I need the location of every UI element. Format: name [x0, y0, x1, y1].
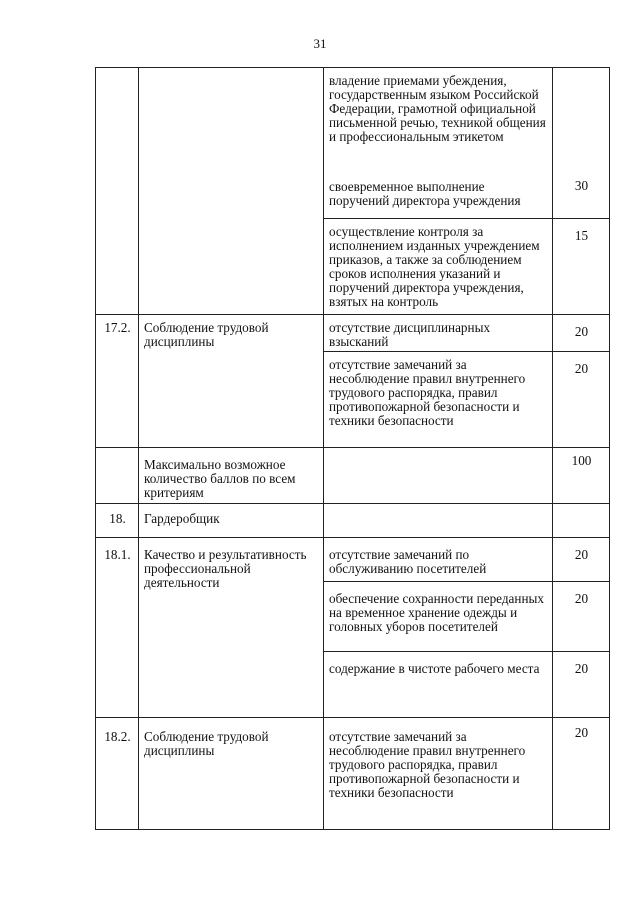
indicator-cell: отсутствие замечаний по обслуживанию посетителей — [324, 538, 553, 582]
table-row — [96, 718, 610, 830]
criterion-cell: Максимально возможное количество баллов по всем критериям — [139, 448, 324, 504]
points-cell: 20 — [553, 652, 610, 718]
row-number: 18.2. — [96, 718, 139, 830]
points-cell: 100 — [553, 448, 610, 504]
points-cell: 20 — [553, 352, 610, 448]
points-cell: 20 — [553, 582, 610, 652]
row-number: 17.2. — [96, 315, 139, 448]
indicator-cell: отсутствие замечаний за несоблюдение правил внутреннего трудового распорядка, правил противопожарной безопасности и техники безопасности — [324, 718, 553, 830]
indicator-cell: осуществление контроля за исполнением изданных учреждением приказов, а также за соблюдением сроков исполнения указаний и поручений директора учреждения, взятых на контроль — [324, 219, 553, 315]
points-cell — [553, 68, 610, 179]
indicator-cell — [324, 448, 553, 504]
table-row — [96, 315, 610, 352]
points-cell: 20 — [553, 315, 610, 352]
criterion-cell: Соблюдение трудовой дисциплины — [139, 315, 324, 448]
criterion-cell: Качество и результативность профессиональной деятельности — [139, 538, 324, 718]
table-row — [96, 448, 610, 504]
table-row — [96, 504, 610, 538]
criteria-table — [95, 67, 610, 830]
page-number: 31 — [313, 36, 327, 51]
indicator-cell: отсутствие замечаний за несоблюдение правил внутреннего трудового распорядка, правил противопожарной безопасности и техники безопасности — [324, 352, 553, 448]
criterion-cell: Гардеробщик — [139, 504, 324, 538]
points-cell: 15 — [553, 219, 610, 315]
criterion-cell: Соблюдение трудовой дисциплины — [139, 718, 324, 830]
points-cell: 30 — [553, 179, 610, 219]
row-number — [96, 448, 139, 504]
table-row — [96, 68, 610, 179]
row-number: 18.1. — [96, 538, 139, 718]
points-cell — [553, 504, 610, 538]
row-number — [96, 68, 139, 315]
indicator-cell: своевременное выполнение поручений директора учреждения — [324, 179, 553, 219]
indicator-cell: содержание в чистоте рабочего места — [324, 652, 553, 718]
table-row — [96, 538, 610, 582]
criterion-cell — [139, 68, 324, 315]
indicator-cell: отсутствие дисциплинарных взысканий — [324, 315, 553, 352]
indicator-cell — [324, 504, 553, 538]
indicator-cell: владение приемами убеждения, государственным языком Российской Федерации, грамотной официальной письменной речью, техникой общения и профессиональным этикетом — [324, 68, 553, 179]
row-number: 18. — [96, 504, 139, 538]
points-cell: 20 — [553, 718, 610, 830]
points-cell: 20 — [553, 538, 610, 582]
indicator-cell: обеспечение сохранности переданных на временное хранение одежды и головных уборов посетителей — [324, 582, 553, 652]
